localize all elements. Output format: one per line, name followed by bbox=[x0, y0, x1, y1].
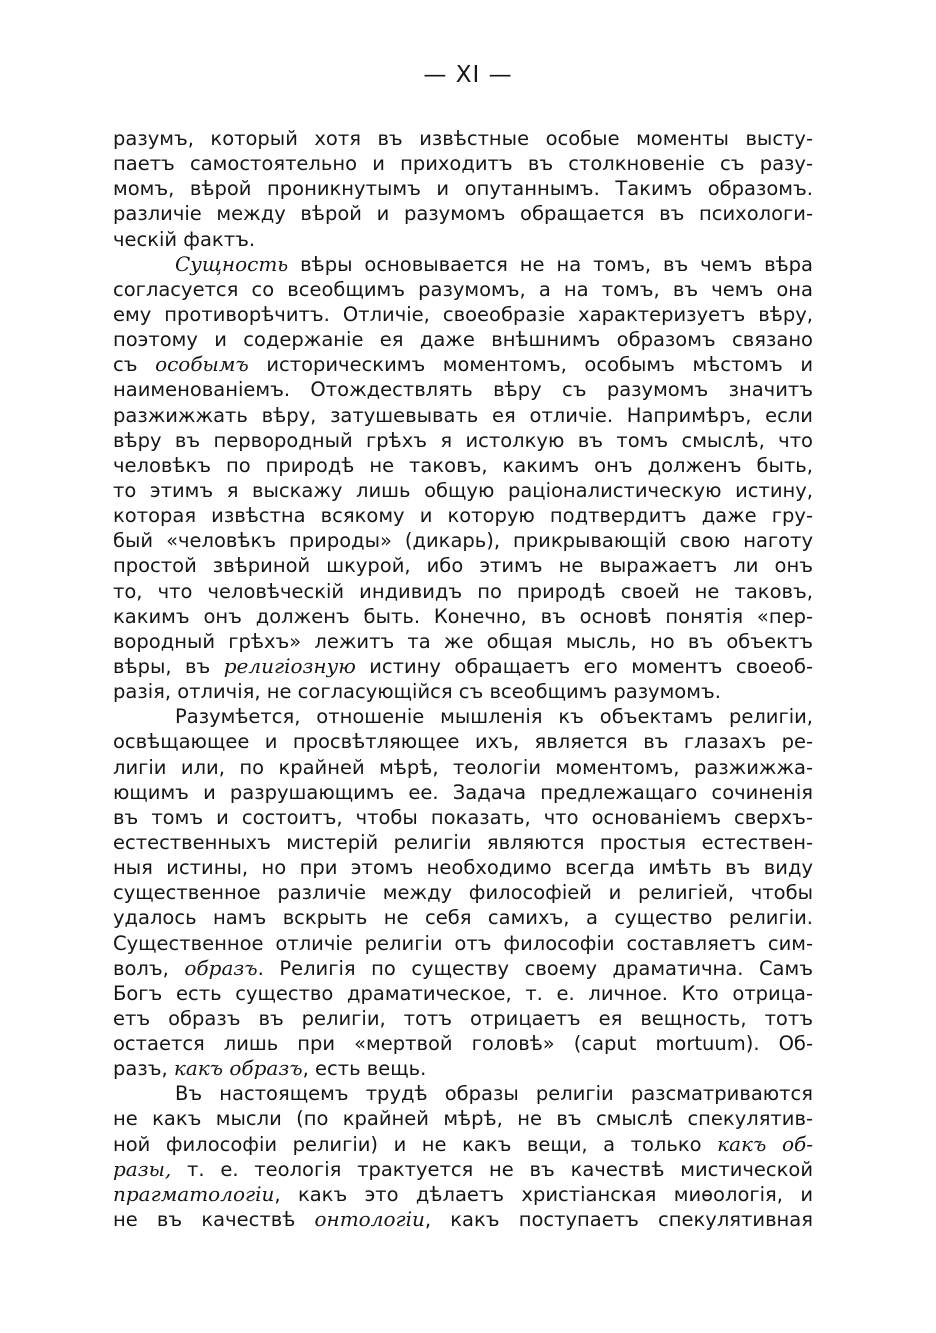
text-segment: удалось намъ вскрыть не себя самихъ, а существо религіи. bbox=[113, 906, 813, 930]
text-line bbox=[113, 176, 813, 201]
text-line bbox=[113, 654, 813, 679]
italic-text: религіозную bbox=[223, 653, 356, 678]
page-number: — XI — bbox=[423, 62, 513, 88]
text-line bbox=[113, 905, 813, 930]
text-line bbox=[113, 227, 813, 252]
text-segment: естественныхъ мистерій религіи являются простыя естествен- bbox=[113, 830, 813, 854]
text-segment: согласуется со всеобщимъ разумомъ, а на томъ, въ чемъ она bbox=[113, 277, 813, 301]
text-segment: вѣру въ первородный грѣхъ я истолкую въ томъ смыслѣ, что bbox=[113, 428, 813, 452]
text-segment: т. е. теологія трактуется не въ качествѣ мистической bbox=[171, 1157, 813, 1181]
italic-text: Сущность bbox=[175, 251, 289, 276]
text-segment: въ томъ и состоитъ, чтобы показать, что основаніемъ сверхъ- bbox=[113, 805, 813, 829]
text-segment: Въ настоящемъ трудѣ образы религіи разсматриваются bbox=[175, 1082, 813, 1106]
text-line bbox=[113, 830, 813, 855]
text-line bbox=[113, 579, 813, 604]
text-line bbox=[113, 1056, 813, 1081]
text-segment: различіе между вѣрой и разумомъ обращается въ психологи- bbox=[113, 202, 813, 226]
text-line bbox=[113, 1106, 813, 1131]
text-line bbox=[113, 151, 813, 176]
text-line bbox=[113, 126, 813, 151]
text-segment: наименованіемъ. Отождествлять вѣру съ разумомъ значитъ bbox=[113, 378, 813, 402]
text-segment: , есть вещь. bbox=[302, 1057, 427, 1081]
text-line bbox=[113, 604, 813, 629]
text-segment: разія, отличія, не согласующійся съ всеобщимъ разумомъ. bbox=[113, 680, 721, 704]
text-line bbox=[113, 629, 813, 654]
text-segment: истину обращаетъ его моментъ своеоб- bbox=[355, 654, 814, 678]
text-line bbox=[113, 1207, 813, 1232]
text-line bbox=[113, 931, 813, 956]
text-line bbox=[113, 755, 813, 780]
text-segment: Существенное отличіе религіи отъ философіи составляетъ сим- bbox=[113, 931, 813, 955]
italic-text: какъ об- bbox=[717, 1131, 813, 1156]
text-line bbox=[113, 805, 813, 830]
text-segment: ему противорѣчитъ. Отличіе, своеобразіе характеризуетъ вѣру, bbox=[113, 302, 813, 326]
text-line bbox=[113, 327, 813, 352]
text-segment: которая извѣстна всякому и которую подтвердитъ даже гру- bbox=[113, 504, 813, 528]
text-segment: остается лишь при «мертвой головѣ» (caput mortuum). Об- bbox=[113, 1032, 813, 1056]
text-segment: освѣщающее и просвѣтляющее ихъ, является въ глазахъ ре- bbox=[113, 730, 813, 754]
text-segment: паетъ самостоятельно и приходитъ въ столкновеніе съ разу- bbox=[113, 152, 813, 176]
text-segment: не въ качествѣ bbox=[113, 1208, 315, 1232]
text-line bbox=[113, 201, 813, 226]
italic-text: разы, bbox=[113, 1156, 172, 1181]
text-segment: поэтому и содержаніе ея даже внѣшнимъ образомъ связано bbox=[113, 328, 813, 352]
text-segment: разумъ, который хотя въ извѣстные особые моменты высту- bbox=[113, 127, 813, 150]
text-segment: разъ, bbox=[113, 1057, 174, 1081]
text-line bbox=[113, 1006, 813, 1031]
italic-text: какъ образъ bbox=[173, 1056, 303, 1081]
text-segment: , какъ поступаетъ спекулятивная bbox=[424, 1208, 813, 1232]
text-line bbox=[113, 478, 813, 503]
text-line bbox=[113, 956, 813, 981]
text-segment: ющимъ и разрушающимъ ее. Задача предлежащаго сочиненія bbox=[113, 780, 813, 804]
text-segment: бый «человѣкъ природы» (дикарь), прикрывающій свою наготу bbox=[113, 529, 813, 553]
text-line bbox=[113, 377, 813, 402]
text-segment: вородный грѣхъ» лежитъ та же общая мысль, но въ объектъ bbox=[113, 629, 813, 653]
text-line bbox=[113, 428, 813, 453]
text-segment: , какъ это дѣлаетъ христіанская миѳологія, и bbox=[274, 1182, 813, 1206]
text-segment: разжижжать вѣру, затушевывать ея отличіе. Напримѣръ, если bbox=[113, 403, 813, 427]
text-line bbox=[113, 352, 813, 377]
text-line bbox=[113, 1132, 813, 1157]
text-line bbox=[113, 729, 813, 754]
text-segment: съ bbox=[113, 353, 156, 377]
text-line bbox=[113, 503, 813, 528]
text-segment: Разумѣется, отношеніе мышленія къ объектамъ религіи, bbox=[175, 705, 813, 729]
text-segment: человѣкъ по природѣ не таковъ, какимъ онъ долженъ быть, bbox=[113, 453, 813, 477]
text-segment: Богъ есть существо драматическое, т. е. личное. Кто отрица- bbox=[113, 981, 813, 1005]
italic-text: прагматологіи bbox=[113, 1181, 275, 1206]
text-segment: то, что человѣческій индивидъ по природѣ своей не таковъ, bbox=[113, 579, 813, 603]
text-line bbox=[113, 277, 813, 302]
text-segment: лигіи или, по крайней мѣрѣ, теологіи моментомъ, разжижжа- bbox=[113, 755, 813, 779]
text-line bbox=[113, 252, 813, 277]
text-segment: ныя истины, но при этомъ необходимо всегда имѣть въ виду bbox=[113, 856, 813, 880]
italic-text: особымъ bbox=[155, 352, 249, 377]
text-segment: вѣры, въ bbox=[113, 654, 224, 678]
text-line bbox=[113, 1081, 813, 1106]
text-line bbox=[113, 780, 813, 805]
text-segment: существенное различіе между философіей и религіей, чтобы bbox=[113, 881, 813, 905]
text-segment: историческимъ моментомъ, особымъ мѣстомъ и bbox=[248, 353, 813, 377]
italic-text: онтологіи bbox=[314, 1207, 425, 1232]
text-line bbox=[113, 302, 813, 327]
text-line bbox=[113, 1157, 813, 1182]
italic-text: образъ bbox=[184, 955, 258, 980]
text-line bbox=[113, 1182, 813, 1207]
text-segment: етъ образъ въ религіи, тотъ отрицаетъ ея вещность, тотъ bbox=[113, 1006, 813, 1030]
text-segment: ческій фактъ. bbox=[113, 227, 256, 251]
text-line bbox=[113, 528, 813, 553]
text-segment: вѣры основывается не на томъ, въ чемъ вѣра bbox=[288, 252, 813, 276]
text-segment: . Религія по существу своему драматична. Самъ bbox=[257, 956, 813, 980]
text-segment: момъ, вѣрой проникнутымъ и опутаннымъ. Такимъ образомъ. bbox=[113, 177, 813, 201]
text-line bbox=[113, 1031, 813, 1056]
text-line bbox=[113, 704, 813, 729]
text-line bbox=[113, 981, 813, 1006]
text-segment: какимъ онъ долженъ быть. Конечно, въ основѣ понятія «пер- bbox=[113, 604, 813, 628]
body-text bbox=[113, 126, 813, 1232]
text-segment: волъ, bbox=[113, 956, 185, 980]
text-segment: не какъ мысли (по крайней мѣрѣ, не въ смыслѣ спекулятив- bbox=[113, 1107, 813, 1131]
text-line bbox=[113, 880, 813, 905]
text-segment: то этимъ я выскажу лишь общую раціоналистическую истину, bbox=[113, 478, 813, 502]
text-line bbox=[113, 553, 813, 578]
text-segment: ной философіи религіи) и не какъ вещи, а только bbox=[113, 1132, 718, 1156]
text-line bbox=[113, 855, 813, 880]
text-line bbox=[113, 453, 813, 478]
text-line bbox=[113, 679, 813, 704]
text-segment: простой звѣриной шкурой, ибо этимъ не выражаетъ ли онъ bbox=[113, 554, 813, 578]
text-line bbox=[113, 403, 813, 428]
